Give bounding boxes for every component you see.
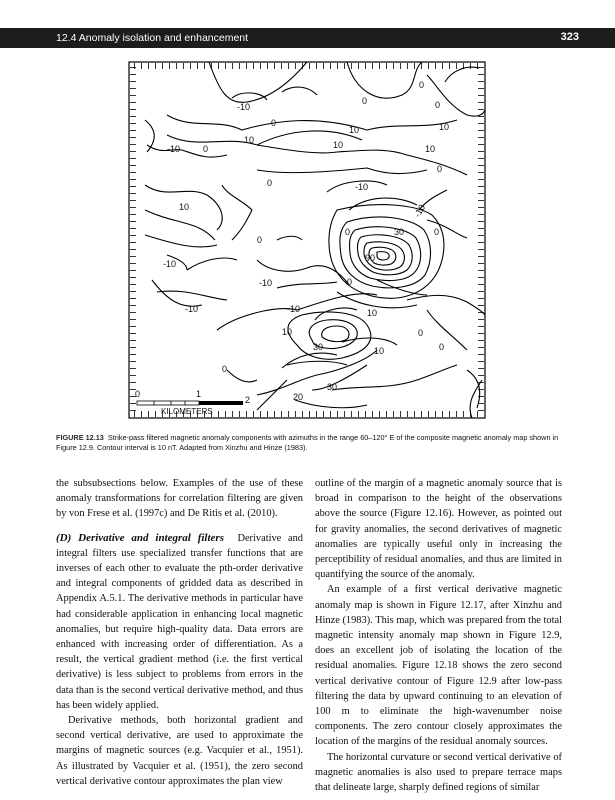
contour-label: 90: [365, 253, 376, 263]
contour-label: 10: [425, 144, 436, 154]
scale-unit-label: KILOMETERS: [161, 407, 213, 416]
tick-marks-top: [130, 63, 484, 69]
contour-label: 0: [439, 342, 445, 352]
contour-label: 10: [374, 346, 385, 356]
figure-caption-text: Strike-pass filtered magnetic anomaly components with azimuths in the range 60–120° E of the composite magnetic anomaly map shown in Figure 12.9. Contour interval is 10 nT. Adapted from Xinzhu and Hinze (1983).: [56, 433, 559, 452]
contour-label: 10: [179, 202, 190, 212]
contour-label: 0: [203, 144, 209, 154]
contour-label: 0: [345, 227, 351, 237]
contour-map-figure: [127, 60, 487, 420]
contour-label: -10: [237, 102, 251, 112]
contour-label: 0: [271, 118, 277, 128]
section-heading: (D) Derivative and integral filters: [56, 531, 224, 544]
scale-tick-0: 0: [135, 389, 141, 399]
contour-label: 0: [435, 100, 441, 110]
contour-label: -10: [412, 202, 428, 219]
contour-label: 0: [437, 164, 443, 174]
contour-label: 0: [257, 235, 263, 245]
contour-label: 10: [282, 327, 293, 337]
paragraph: outline of the margin of a magnetic anomaly source that is broad in comparison to the height of the observations above the source (Figure 12.16). However, as pointed out for gravity anomalies, the second derivatives of magnetic anomalies are typically useful only in increasing the perceptibility of residual anomalies, and thus are limited in quantifying the source of the anomaly.: [315, 478, 562, 581]
paragraph: An example of a first vertical derivative magnetic anomaly map is shown in Figure 12.17, after Xinzhu and Hinze (1983). This map, which was prepared from the total magnetic intensity anomaly map shown in Figure 12.9, does an excellent job of isolating the location of the residual anomalies. Figure 12.18 shows the zero second vertical derivative contour of Figure 12.9 after low-pass filtering the data by upward continuing to an elevation of 100 m to eliminate the high-wavenumber noise components. The zero contour closely approximates the location of the margins of the residual anomaly sources.: [315, 584, 562, 748]
section-title: 12.4 Anomaly isolation and enhancement: [56, 32, 249, 44]
contour-label: 0: [418, 328, 424, 338]
contour-label: 0: [419, 80, 425, 90]
contour-label: -10: [185, 304, 199, 314]
contour-label: -10: [163, 259, 177, 269]
contour-label: -10: [287, 304, 301, 314]
scale-bar-scale-dark: [199, 401, 243, 405]
paragraph: Derivative methods, both horizontal gradient and second vertical derivative, are used to approximate the margins of magnetic sources (e.g. Vacquier et al., 1951). As illustrated by Vacquier et al. (1951), the zero second vertical derivative contour approximates the plan view: [56, 715, 303, 787]
page-number: 323: [560, 31, 579, 43]
contour-map: [127, 60, 487, 420]
contour-label: 0: [267, 178, 273, 188]
contour-label: -10: [259, 278, 273, 288]
contour-label: 10: [244, 135, 255, 145]
paragraph-text: Derivative and integral filters use specialized transfer functions that are inverses of each other to evaluate the pth-order derivative and integral components of gridded data as described in Appendix A.5.1. The derivative methods in particular have had considerable application in enhancing local magnetic anomalies, but require high-quality data. Data errors are enhanced with increasing order of differentiation. As a result, the vertical gradient method (i.e. the first vertical derivative) is less subject to problems from errors in the data than is the second vertical derivative method, and thus has been widely applied.: [56, 532, 304, 711]
contour-label: -10: [355, 182, 369, 192]
text-column-left: [56, 476, 303, 789]
text-column-right: [315, 476, 562, 795]
figure-caption: [56, 433, 576, 453]
contour-lines: [145, 62, 485, 418]
contour-label: 30: [313, 342, 324, 352]
contour-label: 0: [434, 227, 440, 237]
figure-label: FIGURE 12.13: [56, 433, 104, 442]
paragraph: the subsubsections below. Examples of the use of these anomaly transformations for correlation filtering are given by von Frese et al. (1997c) and De Ritis et al. (2010).: [56, 478, 303, 520]
contour-label: 30: [394, 227, 405, 237]
paragraph: [56, 531, 303, 713]
contour-label: 10: [333, 140, 344, 150]
contour-label: 0: [362, 96, 368, 106]
contour-label: -10: [167, 144, 181, 154]
running-header: [0, 28, 615, 48]
scale-bar-scale-light: [137, 401, 199, 405]
contour-label: 10: [439, 122, 450, 132]
scale-tick-1: 1: [196, 389, 202, 399]
contour-label: 0: [347, 277, 353, 287]
contour-label: 30: [327, 382, 338, 392]
map-frame: [129, 62, 485, 418]
contour-label: 20: [293, 392, 304, 402]
scale-tick-2: 2: [245, 395, 251, 405]
contour-label: 10: [367, 308, 378, 318]
tick-marks-left: [130, 63, 136, 417]
contour-label: 0: [222, 364, 228, 374]
paragraph: The horizontal curvature or second vertical derivative of magnetic anomalies is also used to prepare terrace maps that delineate large, sharply defined regions of similar: [315, 751, 562, 794]
contour-label: 10: [349, 125, 360, 135]
